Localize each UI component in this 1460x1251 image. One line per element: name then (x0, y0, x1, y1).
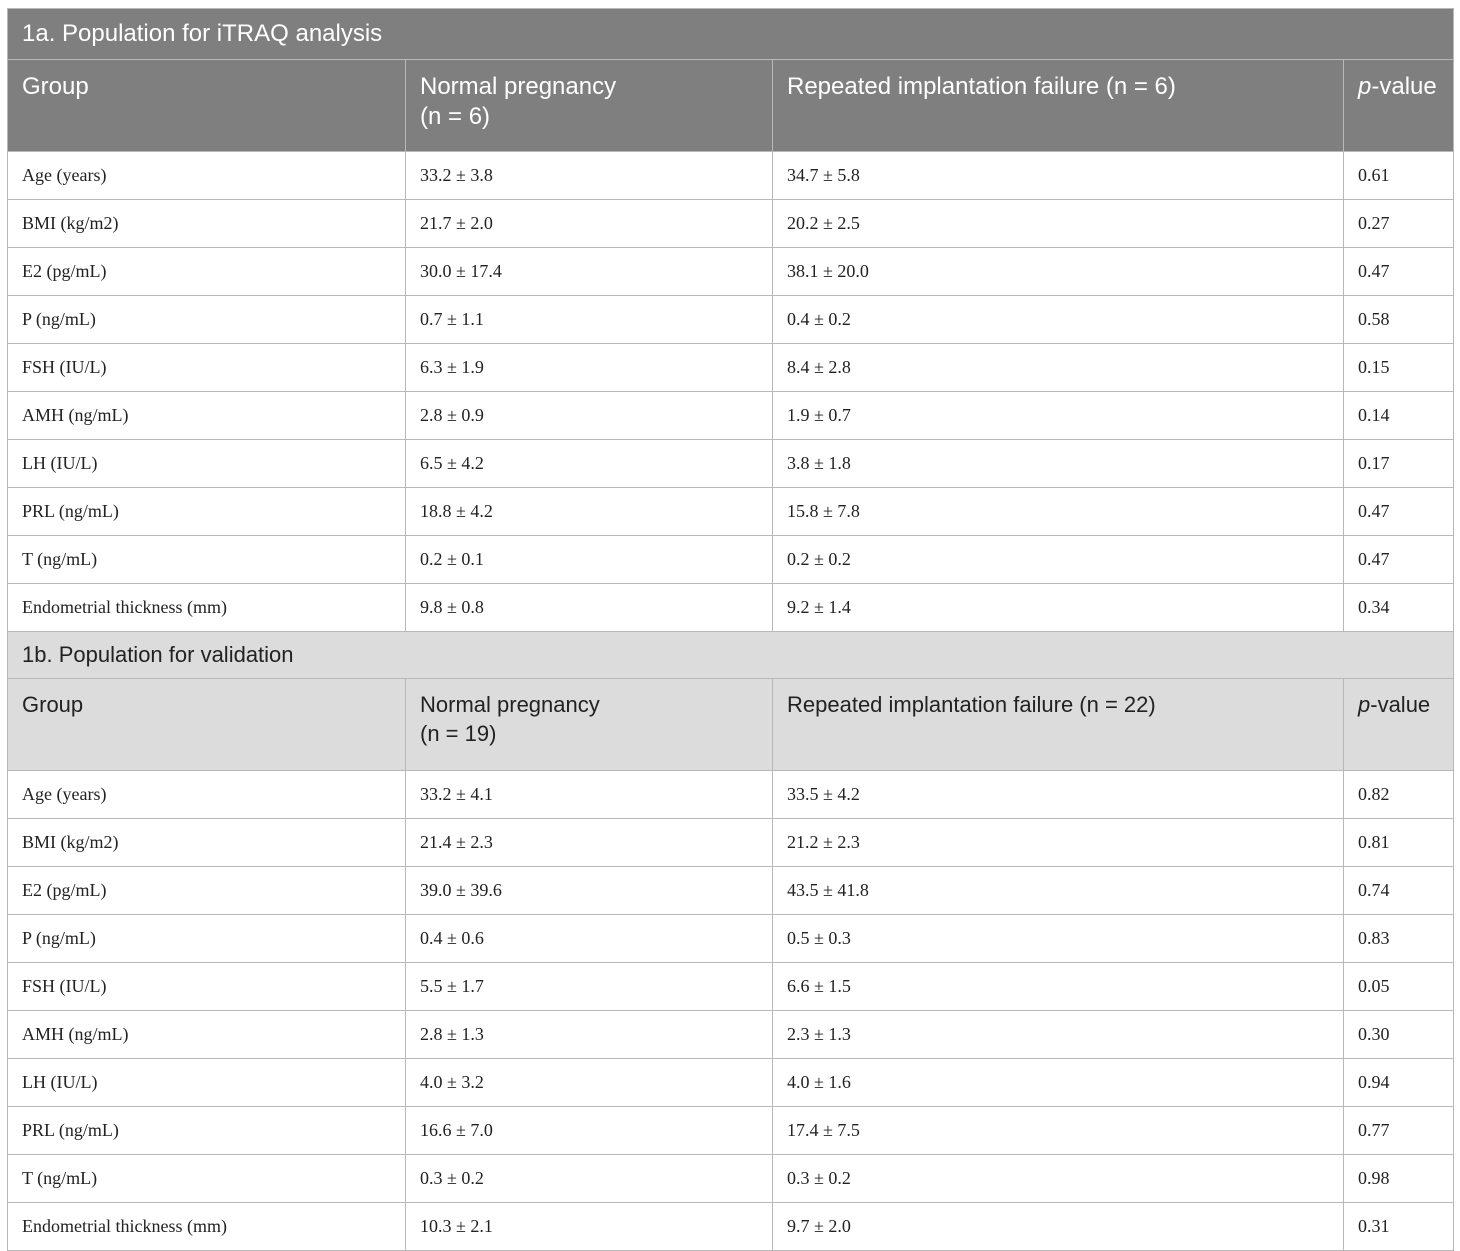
table-row (8, 584, 1454, 632)
p-value: 0.47 (1344, 488, 1454, 536)
table-row (8, 248, 1454, 296)
table-row (8, 963, 1454, 1011)
rif-value: 9.2 ± 1.4 (773, 584, 1344, 632)
p-value: 0.77 (1344, 1107, 1454, 1155)
row-label: LH (IU/L) (8, 440, 406, 488)
normal-pregnancy-value: 2.8 ± 0.9 (406, 392, 773, 440)
normal-pregnancy-value: 6.3 ± 1.9 (406, 344, 773, 392)
rif-value: 15.8 ± 7.8 (773, 488, 1344, 536)
rif-value: 2.3 ± 1.3 (773, 1011, 1344, 1059)
normal-pregnancy-value: 2.8 ± 1.3 (406, 1011, 773, 1059)
row-label: P (ng/mL) (8, 915, 406, 963)
section-b-header-rif: Repeated implantation failure (n = 22) (773, 679, 1344, 771)
row-label: LH (IU/L) (8, 1059, 406, 1107)
p-value: 0.47 (1344, 536, 1454, 584)
section-a-title-row (8, 9, 1454, 60)
section-b-header-row (8, 679, 1454, 771)
rif-value: 3.8 ± 1.8 (773, 440, 1344, 488)
section-a-header-row (8, 60, 1454, 152)
row-label: PRL (ng/mL) (8, 1107, 406, 1155)
table-row (8, 867, 1454, 915)
table-row (8, 296, 1454, 344)
table-row (8, 1203, 1454, 1251)
row-label: P (ng/mL) (8, 296, 406, 344)
normal-pregnancy-value: 16.6 ± 7.0 (406, 1107, 773, 1155)
normal-pregnancy-value: 21.7 ± 2.0 (406, 200, 773, 248)
rif-value: 9.7 ± 2.0 (773, 1203, 1344, 1251)
normal-pregnancy-value: 4.0 ± 3.2 (406, 1059, 773, 1107)
p-value: 0.74 (1344, 867, 1454, 915)
table-row (8, 152, 1454, 200)
table-row (8, 200, 1454, 248)
rif-value: 34.7 ± 5.8 (773, 152, 1344, 200)
rif-value: 17.4 ± 7.5 (773, 1107, 1344, 1155)
rif-value: 6.6 ± 1.5 (773, 963, 1344, 1011)
normal-pregnancy-value: 6.5 ± 4.2 (406, 440, 773, 488)
table-row (8, 344, 1454, 392)
p-value: 0.94 (1344, 1059, 1454, 1107)
p-rest: -value (1371, 73, 1437, 100)
p-value: 0.31 (1344, 1203, 1454, 1251)
p-value: 0.14 (1344, 392, 1454, 440)
rif-value: 4.0 ± 1.6 (773, 1059, 1344, 1107)
p-value: 0.30 (1344, 1011, 1454, 1059)
p-value: 0.34 (1344, 584, 1454, 632)
row-label: T (ng/mL) (8, 536, 406, 584)
rif-value: 0.2 ± 0.2 (773, 536, 1344, 584)
normal-pregnancy-value: 30.0 ± 17.4 (406, 248, 773, 296)
table-row (8, 1107, 1454, 1155)
row-label: E2 (pg/mL) (8, 867, 406, 915)
rif-value: 33.5 ± 4.2 (773, 771, 1344, 819)
section-b-header-pvalue (1344, 679, 1454, 771)
p-value: 0.27 (1344, 200, 1454, 248)
rif-value: 0.4 ± 0.2 (773, 296, 1344, 344)
table-row (8, 1059, 1454, 1107)
section-b-header-normal-line2: (n = 19) (420, 720, 497, 746)
table-row (8, 440, 1454, 488)
normal-pregnancy-value: 33.2 ± 4.1 (406, 771, 773, 819)
p-italic: p (1358, 73, 1372, 100)
section-a-header-group: Group (8, 60, 406, 152)
section-a-header-normal-line2: (n = 6) (420, 103, 491, 130)
table-row (8, 392, 1454, 440)
table-body (8, 9, 1454, 1251)
p-value: 0.83 (1344, 915, 1454, 963)
population-table-container (7, 8, 1453, 1251)
section-b-title: 1b. Population for validation (8, 632, 1454, 679)
normal-pregnancy-value: 9.8 ± 0.8 (406, 584, 773, 632)
row-label: Age (years) (8, 771, 406, 819)
table-row (8, 488, 1454, 536)
p-value: 0.81 (1344, 819, 1454, 867)
section-b-header-group: Group (8, 679, 406, 771)
p-value: 0.15 (1344, 344, 1454, 392)
p-value: 0.05 (1344, 963, 1454, 1011)
section-a-header-normal-line1: Normal pregnancy (420, 73, 617, 100)
table-row (8, 915, 1454, 963)
section-b-title-row (8, 632, 1454, 679)
p-value: 0.61 (1344, 152, 1454, 200)
normal-pregnancy-value: 39.0 ± 39.6 (406, 867, 773, 915)
section-a-title: 1a. Population for iTRAQ analysis (8, 9, 1454, 60)
section-a-header-normal (406, 60, 773, 152)
normal-pregnancy-value: 18.8 ± 4.2 (406, 488, 773, 536)
rif-value: 0.3 ± 0.2 (773, 1155, 1344, 1203)
section-a-header-pvalue (1344, 60, 1454, 152)
table-row (8, 536, 1454, 584)
table-row (8, 1155, 1454, 1203)
row-label: FSH (IU/L) (8, 963, 406, 1011)
row-label: FSH (IU/L) (8, 344, 406, 392)
row-label: AMH (ng/mL) (8, 1011, 406, 1059)
row-label: Endometrial thickness (mm) (8, 1203, 406, 1251)
p-value: 0.47 (1344, 248, 1454, 296)
normal-pregnancy-value: 33.2 ± 3.8 (406, 152, 773, 200)
rif-value: 0.5 ± 0.3 (773, 915, 1344, 963)
section-b-header-normal (406, 679, 773, 771)
p-rest: -value (1370, 692, 1431, 717)
p-value: 0.17 (1344, 440, 1454, 488)
row-label: AMH (ng/mL) (8, 392, 406, 440)
section-b-header-normal-line1: Normal pregnancy (420, 692, 600, 717)
normal-pregnancy-value: 10.3 ± 2.1 (406, 1203, 773, 1251)
normal-pregnancy-value: 0.4 ± 0.6 (406, 915, 773, 963)
rif-value: 21.2 ± 2.3 (773, 819, 1344, 867)
row-label: BMI (kg/m2) (8, 819, 406, 867)
population-table (7, 8, 1454, 1251)
table-row (8, 819, 1454, 867)
row-label: Age (years) (8, 152, 406, 200)
normal-pregnancy-value: 0.2 ± 0.1 (406, 536, 773, 584)
rif-value: 43.5 ± 41.8 (773, 867, 1344, 915)
row-label: BMI (kg/m2) (8, 200, 406, 248)
p-italic: p (1358, 692, 1371, 717)
normal-pregnancy-value: 0.3 ± 0.2 (406, 1155, 773, 1203)
rif-value: 8.4 ± 2.8 (773, 344, 1344, 392)
section-a-header-rif: Repeated implantation failure (n = 6) (773, 60, 1344, 152)
row-label: PRL (ng/mL) (8, 488, 406, 536)
row-label: Endometrial thickness (mm) (8, 584, 406, 632)
p-value: 0.98 (1344, 1155, 1454, 1203)
rif-value: 20.2 ± 2.5 (773, 200, 1344, 248)
table-row (8, 1011, 1454, 1059)
rif-value: 38.1 ± 20.0 (773, 248, 1344, 296)
table-row (8, 771, 1454, 819)
row-label: T (ng/mL) (8, 1155, 406, 1203)
normal-pregnancy-value: 5.5 ± 1.7 (406, 963, 773, 1011)
rif-value: 1.9 ± 0.7 (773, 392, 1344, 440)
p-value: 0.58 (1344, 296, 1454, 344)
normal-pregnancy-value: 21.4 ± 2.3 (406, 819, 773, 867)
row-label: E2 (pg/mL) (8, 248, 406, 296)
p-value: 0.82 (1344, 771, 1454, 819)
normal-pregnancy-value: 0.7 ± 1.1 (406, 296, 773, 344)
